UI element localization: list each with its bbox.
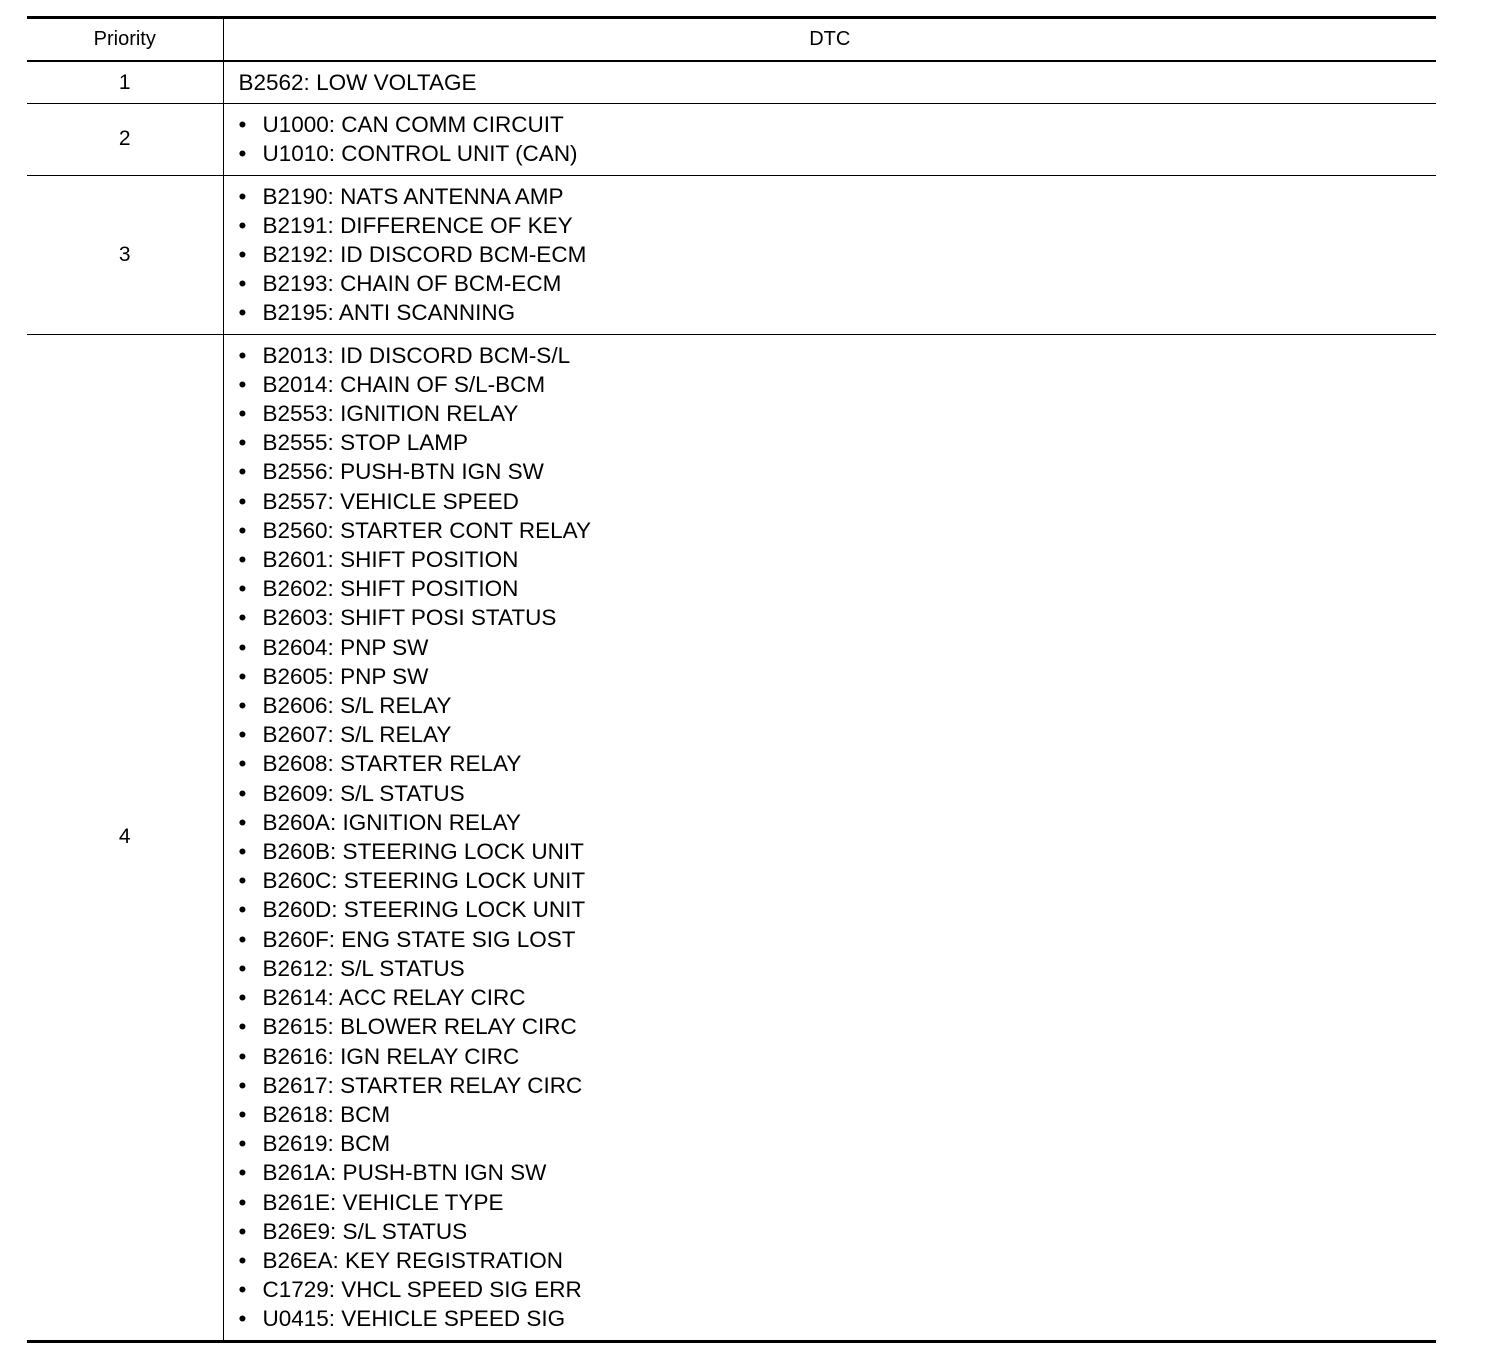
- dtc-cell: [223, 175, 1436, 334]
- dtc-item: • B2602: SHIFT POSITION: [239, 574, 1437, 603]
- dtc-item: • B26E9: S/L STATUS: [239, 1217, 1437, 1246]
- dtc-item: • B2606: S/L RELAY: [239, 691, 1437, 720]
- priority-cell: 4: [118, 825, 131, 849]
- dtc-column-header: DTC: [223, 18, 1436, 62]
- table-row: [27, 61, 1436, 104]
- dtc-item: • B2603: SHIFT POSI STATUS: [239, 603, 1437, 632]
- dtc-cell: [223, 61, 1436, 104]
- dtc-item: • B2616: IGN RELAY CIRC: [239, 1042, 1437, 1071]
- dtc-item: • B260C: STEERING LOCK UNIT: [239, 866, 1437, 895]
- dtc-item: • B2609: S/L STATUS: [239, 779, 1437, 808]
- table-row: [27, 104, 1436, 175]
- dtc-item: • B2618: BCM: [239, 1100, 1437, 1129]
- dtc-item: • U1000: CAN COMM CIRCUIT: [239, 110, 1437, 139]
- dtc-item: • B2615: BLOWER RELAY CIRC: [239, 1012, 1437, 1041]
- dtc-item: • U0415: VEHICLE SPEED SIG: [239, 1304, 1437, 1333]
- table-row: [27, 175, 1436, 334]
- dtc-list: [239, 110, 1437, 168]
- dtc-item: • B2013: ID DISCORD BCM-S/L: [239, 341, 1437, 370]
- dtc-item: • B2619: BCM: [239, 1129, 1437, 1158]
- dtc-item: • B2560: STARTER CONT RELAY: [239, 516, 1437, 545]
- dtc-priority-table: [27, 16, 1436, 1343]
- dtc-item: • B2617: STARTER RELAY CIRC: [239, 1071, 1437, 1100]
- dtc-item: • B261A: PUSH-BTN IGN SW: [239, 1158, 1437, 1187]
- dtc-item: • B2608: STARTER RELAY: [239, 749, 1437, 778]
- dtc-item: • B260B: STEERING LOCK UNIT: [239, 837, 1437, 866]
- dtc-item: • B2601: SHIFT POSITION: [239, 545, 1437, 574]
- dtc-item: • B261E: VEHICLE TYPE: [239, 1188, 1437, 1217]
- dtc-item: • B2605: PNP SW: [239, 662, 1437, 691]
- priority-cell: 3: [118, 242, 131, 266]
- dtc-item: • B2190: NATS ANTENNA AMP: [239, 182, 1437, 211]
- dtc-item: • B2555: STOP LAMP: [239, 428, 1437, 457]
- dtc-cell: [223, 104, 1436, 175]
- priority-column-header: Priority: [93, 28, 156, 50]
- dtc-item: • B2556: PUSH-BTN IGN SW: [239, 457, 1437, 486]
- dtc-item: B2562: LOW VOLTAGE: [238, 70, 477, 95]
- dtc-item: • B2014: CHAIN OF S/L-BCM: [239, 370, 1437, 399]
- dtc-item: • U1010: CONTROL UNIT (CAN): [239, 139, 1437, 168]
- dtc-item: • B260D: STEERING LOCK UNIT: [239, 895, 1437, 924]
- dtc-cell: [223, 334, 1436, 1341]
- dtc-item: • B260F: ENG STATE SIG LOST: [239, 925, 1437, 954]
- dtc-item: • B2193: CHAIN OF BCM-ECM: [239, 269, 1437, 298]
- table-header-row: [27, 18, 1436, 62]
- dtc-item: • B260A: IGNITION RELAY: [239, 808, 1437, 837]
- dtc-item: • B2614: ACC RELAY CIRC: [239, 983, 1437, 1012]
- dtc-item: • B2195: ANTI SCANNING: [239, 298, 1437, 327]
- priority-cell: 2: [118, 127, 131, 151]
- priority-cell: 1: [118, 70, 131, 94]
- dtc-item: • B2191: DIFFERENCE OF KEY: [239, 211, 1437, 240]
- dtc-item: • B26EA: KEY REGISTRATION: [239, 1246, 1437, 1275]
- dtc-item: • B2192: ID DISCORD BCM-ECM: [239, 240, 1437, 269]
- dtc-list: [239, 341, 1437, 1334]
- dtc-item: • C1729: VHCL SPEED SIG ERR: [239, 1275, 1437, 1304]
- dtc-item: • B2612: S/L STATUS: [239, 954, 1437, 983]
- table-row: [27, 334, 1436, 1341]
- dtc-list: [239, 182, 1437, 328]
- dtc-item: • B2553: IGNITION RELAY: [239, 399, 1437, 428]
- dtc-item: • B2557: VEHICLE SPEED: [239, 487, 1437, 516]
- dtc-item: • B2604: PNP SW: [239, 633, 1437, 662]
- dtc-item: • B2607: S/L RELAY: [239, 720, 1437, 749]
